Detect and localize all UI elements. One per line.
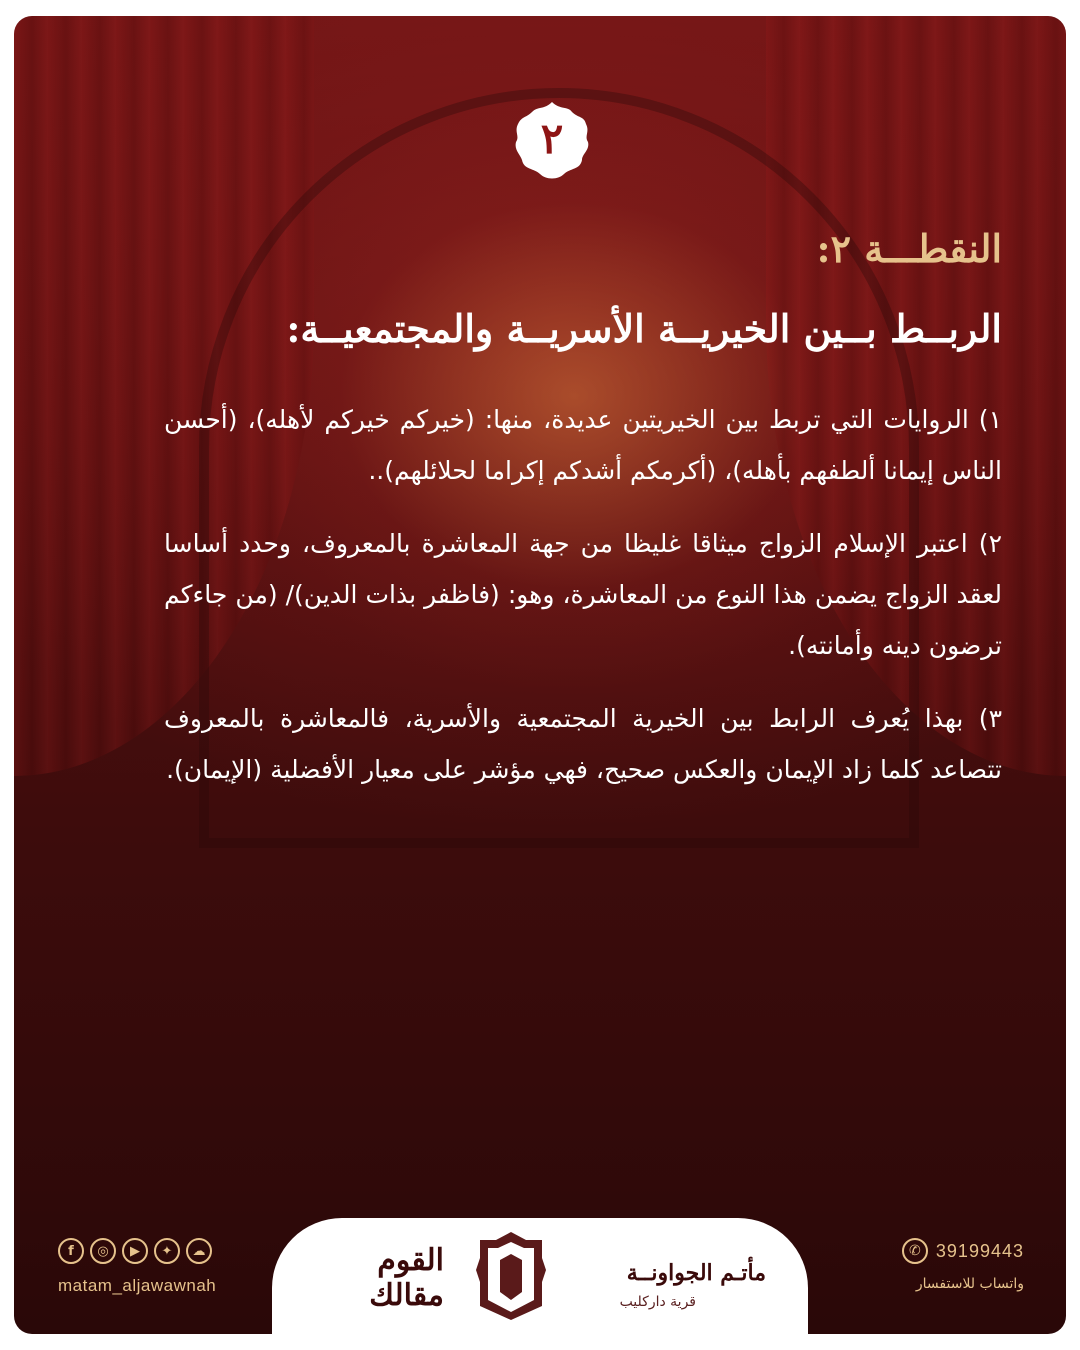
badge-number: ٢ xyxy=(540,114,564,163)
matam-village: قرية داركليب xyxy=(619,1294,696,1310)
poster-card xyxy=(14,16,1066,1334)
social-handle[interactable]: matam_aljawawnah xyxy=(58,1276,217,1295)
matam-name: مأتـم الجواونــة xyxy=(626,1260,766,1286)
social-icons xyxy=(58,1238,212,1264)
paragraph-3: ٣) بهذا يُعرف الرابط بين الخيرية المجتمعية والأسرية، فالمعاشرة بالمعروف تتصاعد كلما زاد الإيمان والعكس صحيح، فهي مؤشر على معيار الأفضلية (الإيمان). xyxy=(164,704,1002,784)
point-label: النقطـــة ٢: xyxy=(816,226,1002,271)
footer xyxy=(14,1216,1066,1334)
paragraph-1: ١) الروايات التي تربط بين الخيريتين عديدة، منها: (خيركم خيركم لأهله)، (أحسن الناس إيمانا ألطفهم بأهله)، (أكرمكم أشدكم إكراما لحلائلهم).. xyxy=(164,405,1002,485)
paragraph-2: ٢) اعتبر الإسلام الزواج ميثاقا غليظا من جهة المعاشرة بالمعروف، وحدد أساسا لعقد الزواج يضمن هذا النوع من المعاشرة، وهو: (فاظفر بذات الدين)/ (من جاءكم ترضون دينه وأمانته). xyxy=(164,529,1002,660)
section-heading: الربــط بــين الخيريــة الأسريــة والمجتمعيــة: xyxy=(286,306,1002,351)
twitter-icon[interactable]: ✦ xyxy=(154,1238,180,1264)
facebook-icon[interactable]: f xyxy=(58,1238,84,1264)
whatsapp-note: واتساب للاستفسار xyxy=(915,1276,1024,1292)
calligraphy-logo: القوم مقالك xyxy=(369,1243,444,1313)
youtube-icon[interactable]: ▶ xyxy=(122,1238,148,1264)
instagram-icon[interactable]: ◎ xyxy=(90,1238,116,1264)
whatsapp-icon: ✆ xyxy=(902,1238,928,1264)
matam-emblem-icon xyxy=(474,1230,548,1322)
phone-number: 39199443 xyxy=(935,1240,1024,1261)
soundcloud-icon[interactable]: ☁ xyxy=(186,1238,212,1264)
number-badge xyxy=(510,98,594,182)
whatsapp-contact[interactable] xyxy=(902,1238,1024,1264)
paragraph-list xyxy=(164,394,1002,817)
